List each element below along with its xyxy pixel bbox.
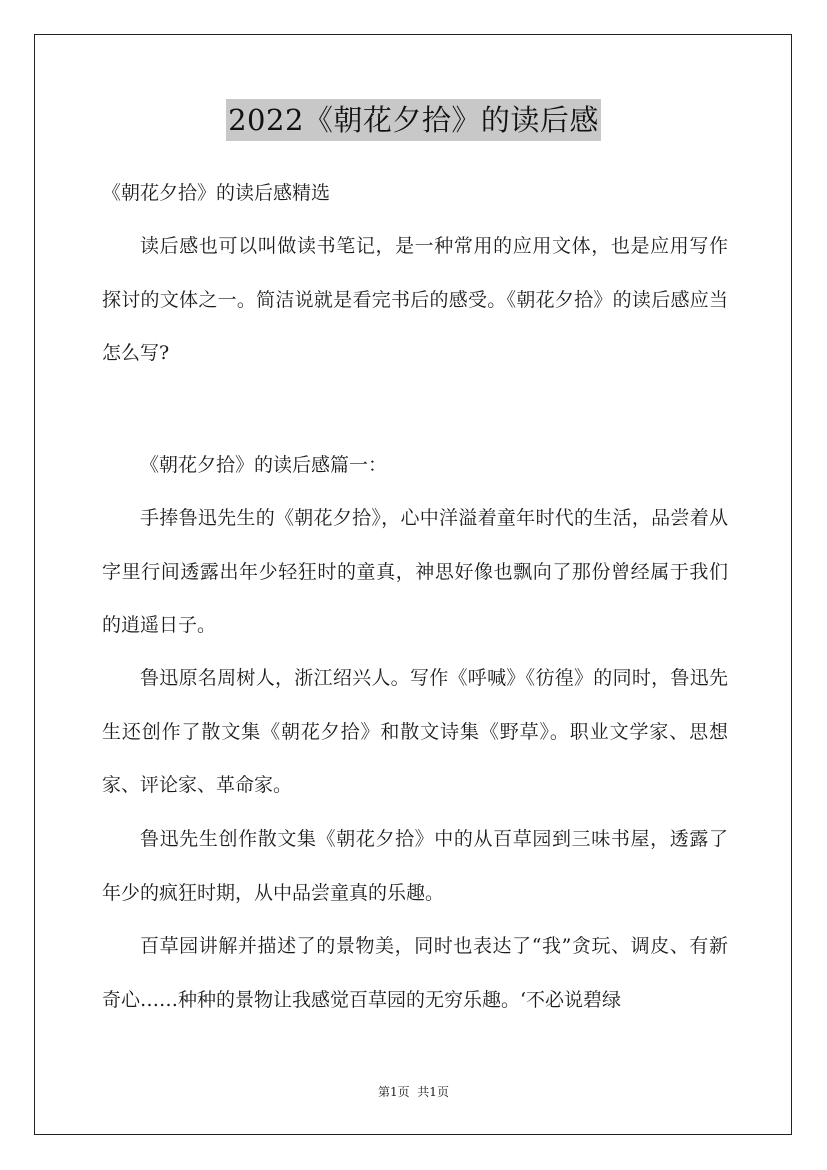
body-paragraph: 百草园讲解并描述了的景物美，同时也表达了“我”贪玩、调皮、有新奇心……种种的景物让我感觉百草园的无穷乐趣。‘不必说碧绿 (102, 935, 728, 1011)
document-subtitle: 《朝花夕拾》的读后感精选 (102, 182, 331, 204)
body-paragraph: 鲁迅先生创作散文集《朝花夕拾》中的从百草园到三味书屋，透露了年少的疯狂时期，从中品尝童真的乐趣。 (102, 828, 728, 904)
section-heading: 《朝花夕拾》的读后感篇一： (140, 454, 388, 476)
intro-paragraph: 读后感也可以叫做读书笔记，是一种常用的应用文体，也是应用写作探讨的文体之一。简洁说就是看完书后的感受。《朝花夕拾》的读后感应当怎么写? (102, 235, 728, 364)
body-paragraph: 鲁迅原名周树人，浙江绍兴人。写作《呼喊》《彷徨》的同时，鲁迅先生还创作了散文集《朝花夕拾》和散文诗集《野草》。职业文学家、思想家、评论家、革命家。 (102, 667, 728, 796)
page-footer: 第1页 共1页 (378, 1085, 449, 1099)
body-paragraph: 手捧鲁迅先生的《朝花夕拾》，心中洋溢着童年时代的生活，品尝着从字里行间透露出年少轻狂时的童真，神思好像也飘向了那份曾经属于我们的逍遥日子。 (102, 507, 728, 636)
document-title: 2022《朝花夕拾》的读后感 (226, 99, 601, 141)
title-container (0, 99, 827, 141)
